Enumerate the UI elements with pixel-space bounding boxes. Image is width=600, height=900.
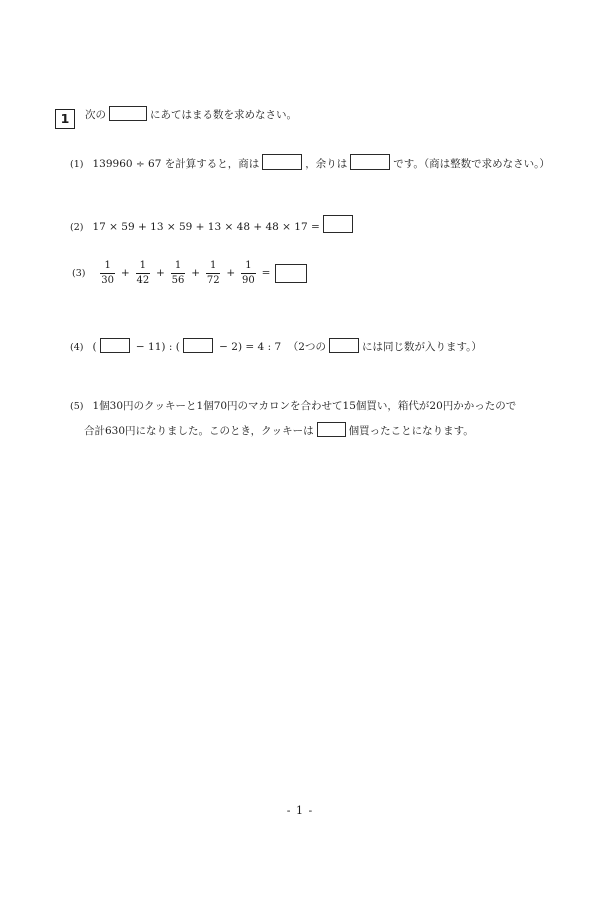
problem-5-label: (5) xyxy=(70,401,84,412)
fraction-denominator: 30 xyxy=(101,275,115,286)
problem-3 xyxy=(72,260,310,287)
problem-5-line-2 xyxy=(84,422,474,439)
problem-4-text-c: − 2) = 4 : 7 （2つの xyxy=(215,341,326,353)
problem-4-text-a: ( xyxy=(92,341,97,353)
answer-box-quotient xyxy=(262,154,302,170)
answer-box xyxy=(275,264,307,283)
fraction-1-56 xyxy=(171,260,185,287)
answer-box xyxy=(317,422,346,437)
problem-1-text-b: ，余りは xyxy=(305,158,348,170)
problem-1-label: (1) xyxy=(70,159,84,170)
problem-1-text-a: 139960 ÷ 67 を計算すると，商は xyxy=(92,158,260,170)
fraction-1-42 xyxy=(136,260,150,287)
equals-sign: = xyxy=(261,267,271,279)
problem-2-expression: 17 × 59 + 13 × 59 + 13 × 48 + 48 × 17 = xyxy=(92,221,320,233)
problem-1 xyxy=(70,154,550,172)
problem-5-text-c: 個買ったことになります。 xyxy=(348,425,474,437)
fraction-numerator: 1 xyxy=(136,260,150,274)
fraction-denominator: 72 xyxy=(206,275,220,286)
header-text-pre: 次の xyxy=(85,109,106,121)
problem-1-text-c: です。（商は整数で求めなさい。） xyxy=(393,158,550,170)
problem-4-label: (4) xyxy=(70,342,84,353)
fraction-numerator: 1 xyxy=(241,260,255,274)
plus-sign: + xyxy=(156,267,165,279)
fraction-numerator: 1 xyxy=(206,260,220,274)
problem-2 xyxy=(70,215,356,235)
problem-5-text-a: 1個30円のクッキーと1個70円のマカロンを合わせて15個買い，箱代が20円かかったので xyxy=(92,400,517,412)
fraction-numerator: 1 xyxy=(100,260,114,274)
fraction-numerator: 1 xyxy=(171,260,185,274)
plus-sign: + xyxy=(120,267,130,279)
fraction-denominator: 90 xyxy=(242,275,255,286)
fraction-denominator: 56 xyxy=(171,275,185,286)
problem-2-label: (2) xyxy=(70,222,84,233)
plus-sign: + xyxy=(226,267,236,279)
problem-4-text-d: には同じ数が入ります。） xyxy=(361,341,482,353)
problem-5-line-1 xyxy=(70,399,516,414)
problem-3-label: (3) xyxy=(72,268,86,279)
question-1-header xyxy=(55,106,297,129)
fraction-1-30 xyxy=(100,260,114,287)
question-number-box: 1 xyxy=(55,109,75,129)
page-number: - 1 - xyxy=(286,804,314,817)
problem-4 xyxy=(70,338,482,355)
fraction-1-72 xyxy=(206,260,220,287)
problem-4-text-b: − 11) : ( xyxy=(132,341,180,353)
answer-box xyxy=(329,338,359,353)
fraction-denominator: 42 xyxy=(136,275,150,286)
plus-sign: + xyxy=(191,267,201,279)
fraction-1-90 xyxy=(241,260,255,287)
answer-box-remainder xyxy=(350,154,390,170)
answer-box xyxy=(183,338,213,353)
answer-box xyxy=(100,338,130,353)
problem-5-text-b: 合計630円になりました。このとき，クッキーは xyxy=(84,425,314,437)
answer-box xyxy=(323,215,353,233)
answer-box xyxy=(109,106,147,121)
header-text-post: にあてはまる数を求めなさい。 xyxy=(150,109,297,121)
